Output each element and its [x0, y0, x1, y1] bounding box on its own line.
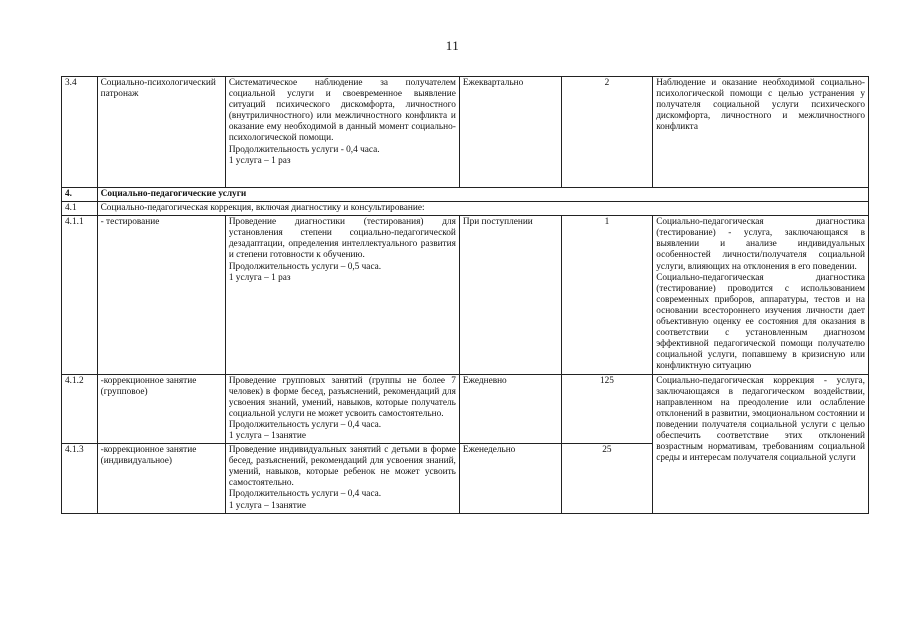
unit-text: 1 услуга – 1занятие	[228, 430, 306, 441]
periodicity: При поступлении	[459, 216, 561, 374]
service-count: 1	[561, 216, 653, 374]
table-row	[62, 216, 869, 374]
service-count: 125	[561, 374, 653, 444]
service-result: Социально-педагогическая коррекция - услуга, заключающаяся в педагогическом воздействии, направленном на преодоление или ослабление отклонений в развитии, эмоциональном состоянии и поведении получателя социальной услуги с целью обеспечить соответствие этих отклонений возрастным нормативам, требованиям социальной среды и интересам получателя социальной услуги	[653, 374, 869, 513]
description-text: Проведение диагностики (тестирования) для установления степени социально-педагогической дезадаптации, определения интеллектуального развития и степени готовности к обучению.	[228, 217, 456, 261]
description-text: Систематическое наблюдение за получателем социальной услуги и своевременное выявление ситуаций психического дискомфорта, личностного (внутриличностного) или межличностного конфликта и оказание ему необходимой в данный момент социально-психологической помощи.	[228, 78, 456, 144]
result-paragraph: Социально-педагогическая диагностика (тестирование) проводится с использованием современных приборов, аппаратуры, тестов и на основании всестороннего изучения личности дает объективную оценку ее состояния для оказания в соответствии с установленным диагнозом эффективной педагогической помощи получателю социальной услуги, попавшему в кризисную или конфликтную ситуацию	[656, 272, 865, 372]
unit-text: 1 услуга – 1 раз	[228, 155, 291, 166]
periodicity: Ежеквартально	[459, 77, 561, 188]
row-number: 4.1.3	[62, 444, 98, 514]
duration-text: Продолжительность услуги – 0,4 часа.	[228, 419, 382, 430]
section-number: 4.	[62, 188, 98, 202]
section-row	[62, 188, 869, 202]
service-count: 2	[561, 77, 653, 188]
subsection-title: Социально-педагогическая коррекция, включая диагностику и консультирование:	[97, 202, 868, 216]
subsection-row	[62, 202, 869, 216]
service-name: -коррекционное занятие (индивидуальное)	[97, 444, 225, 514]
description-text: Проведение индивидуальных занятий с детьми в форме бесед, разъяснений, рекомендаций для усвоения знаний, умений, навыков, которые ребенок не может усвоить самостоятельно.	[228, 445, 456, 489]
row-number: 4.1.2	[62, 374, 98, 444]
service-description	[225, 374, 459, 444]
duration-text: Продолжительность услуги – 0,5 часа.	[228, 261, 382, 272]
duration-text: Продолжительность услуги – 0,4 часа.	[228, 489, 382, 500]
service-count: 25	[561, 444, 653, 514]
service-result	[653, 216, 869, 374]
unit-text: 1 услуга – 1занятие	[228, 500, 306, 511]
unit-text: 1 услуга – 1 раз	[228, 272, 291, 283]
duration-text: Продолжительность услуги - 0,4 часа.	[228, 144, 380, 155]
services-table	[61, 76, 869, 514]
periodicity: Еженедельно	[459, 444, 561, 514]
periodicity: Ежедневно	[459, 374, 561, 444]
result-paragraph: Социально-педагогическая диагностика (тестирование) - услуга, заключающаяся в выявлении и анализе индивидуальных особенностей личности/получателя социальной услуги, влияющих на отклонения в его поведении.	[656, 217, 865, 272]
service-description	[225, 77, 459, 188]
description-text: Проведение групповых занятий (группы не более 7 человек) в форме бесед, разъяснений, рекомендаций для усвоения знаний, умений, навыков, которые получатель социальной услуги не может усвоить самостоятельно.	[228, 375, 456, 419]
subsection-number: 4.1	[62, 202, 98, 216]
section-title: Социально-педагогические услуги	[97, 188, 868, 202]
row-number: 4.1.1	[62, 216, 98, 374]
table-row	[62, 374, 869, 444]
page-number: 11	[445, 38, 460, 53]
service-result: Наблюдение и оказание необходимой социально-психологической помощи с целью устранения у получателя социальной услуги психического дискомфорта, личностного и межличностного конфликта	[653, 77, 869, 188]
row-number: 3.4	[62, 77, 98, 188]
service-name: - тестирование	[97, 216, 225, 374]
service-description	[225, 444, 459, 514]
service-description	[225, 216, 459, 374]
table-row	[62, 77, 869, 188]
service-name: -коррекционное занятие (групповое)	[97, 374, 225, 444]
service-name: Социально-психологический патронаж	[97, 77, 225, 188]
